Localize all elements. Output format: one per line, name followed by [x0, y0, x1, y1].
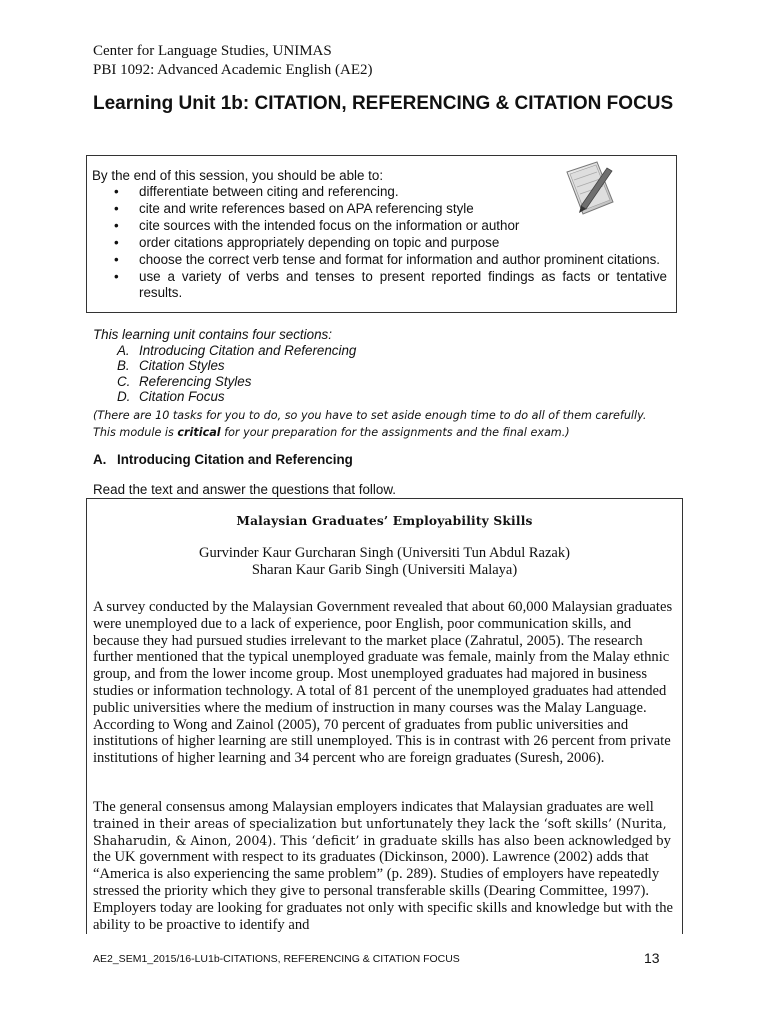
note-text: for your preparation for the assignments and the final exam.) [220, 425, 570, 439]
author-line: Sharan Kaur Garib Singh (Universiti Malaya) [251, 562, 518, 578]
paragraph-text: The general consensus among Malaysian employers indicates that Malaysian graduates are [93, 799, 628, 815]
section-letter: A. [117, 342, 130, 358]
bullet: • [114, 201, 119, 216]
header-institution: Center for Language Studies, UNIMAS [93, 43, 332, 59]
page-number: 13 [644, 950, 660, 966]
bullet: • [114, 184, 119, 199]
paragraph-text: well trained in their areas of specialization but unfortunately they lack the ‘soft skills’ (Nurita, Shaharudin, & Ainon, 2004). This ‘deficit’ in graduate skills has also been [93, 799, 667, 848]
task-note-line2 [93, 424, 683, 441]
list-item [111, 235, 667, 251]
objective-text: differentiate between citing and referencing. [139, 184, 399, 199]
bullet: • [114, 252, 119, 267]
list-item [111, 252, 667, 268]
reading-instruction: Read the text and answer the questions that follow. [93, 482, 396, 497]
list-item [93, 389, 683, 405]
article-paragraph-2 [93, 799, 677, 933]
list-item [111, 218, 529, 234]
learning-objectives-box [86, 155, 677, 313]
sections-list [93, 343, 683, 405]
note-emphasis: critical [177, 425, 221, 439]
list-item [111, 201, 529, 217]
section-label: Referencing Styles [139, 373, 252, 389]
task-note [93, 407, 683, 441]
sections-intro: This learning unit contains four sections: [93, 327, 332, 342]
list-item [93, 343, 683, 359]
reading-text-box [86, 498, 683, 934]
section-letter: A. [93, 452, 107, 467]
unit-sections [93, 327, 683, 441]
section-letter: C. [117, 373, 131, 389]
objective-text: order citations appropriately depending on topic and purpose [139, 235, 500, 250]
section-label: Citation Focus [139, 389, 225, 404]
header-course: PBI 1092: Advanced Academic English (AE2) [93, 62, 373, 78]
article-authors [87, 545, 682, 579]
list-item [111, 269, 667, 301]
bullet: • [114, 269, 119, 284]
section-heading-text: Introducing Citation and Referencing [117, 452, 353, 467]
objective-text: cite and write references based on APA referencing style [139, 201, 474, 216]
section-label: Citation Styles [139, 358, 225, 373]
section-label: Introducing Citation and Referencing [139, 342, 357, 358]
section-a-heading [93, 452, 353, 467]
page-title: Learning Unit 1b: CITATION, REFERENCING & CITATION FOCUS [93, 93, 674, 114]
article-paragraph-1: A survey conducted by the Malaysian Government revealed that about 60,000 Malaysian graduates were unemployed due to a lack of experience, poor English, poor communication skills, and because they had pursued studies irrelevant to the market place (Zahratul, 2005). The research further mentioned that the typical unemployed graduate was female, mainly from the Malay ethnic group, and from the lower income group. Most unemployed graduates had majored in business studies or information technology. A total of 81 percent of the unemployed graduates had attended public universities where the medium of instruction in many courses was the Malay Language. According to Wong and Zainol (2005), 70 percent of graduates from public universities and institutions of higher learning are still unemployed. This is in contrast with 26 percent from private institutions of higher learning and 34 percent who are foreign graduates (Suresh, 2006). [93, 599, 673, 767]
bullet: • [114, 235, 119, 250]
objectives-intro: By the end of this session, you should be able to: [92, 168, 384, 183]
objectives-list [111, 184, 667, 302]
objective-text: cite sources with the intended focus on the information or author [139, 218, 520, 233]
section-letter: D. [117, 389, 131, 404]
section-letter: B. [117, 358, 130, 373]
list-item [93, 374, 683, 390]
objective-text: use a variety of verbs and tenses to present reported findings as facts or tentative results. [139, 269, 667, 300]
paragraph-text: acknowledged by the UK government with respect to its graduates (Dickinson, 2000). Lawrence (2002) adds that “America is also experiencing the same problem” (p. 289). Studies of employers have repeatedly stressed the priority which they give to personal transferable skills (Dearing Committee, 1997). Employers today are looking for graduates not only with specific skills and knowledge but with the ability to be proactive to identify and [93, 832, 673, 933]
note-text: This module is [93, 425, 178, 439]
task-note-line1: (There are 10 tasks for you to do, so you have to set aside enough time to do all of them carefully. [93, 408, 647, 422]
objective-text: choose the correct verb tense and format for information and author prominent citations. [139, 252, 661, 267]
author-line: Gurvinder Kaur Gurcharan Singh (Universiti Tun Abdul Razak) [199, 545, 570, 561]
bullet: • [114, 218, 119, 233]
footer-course-code: AE2_SEM1_2015/16-LU1b-CITATIONS, REFERENCING & CITATION FOCUS [93, 953, 460, 965]
list-item [111, 184, 529, 200]
article-title: Malaysian Graduates’ Employability Skills [236, 514, 533, 528]
document-header [93, 42, 373, 80]
list-item [93, 358, 683, 374]
